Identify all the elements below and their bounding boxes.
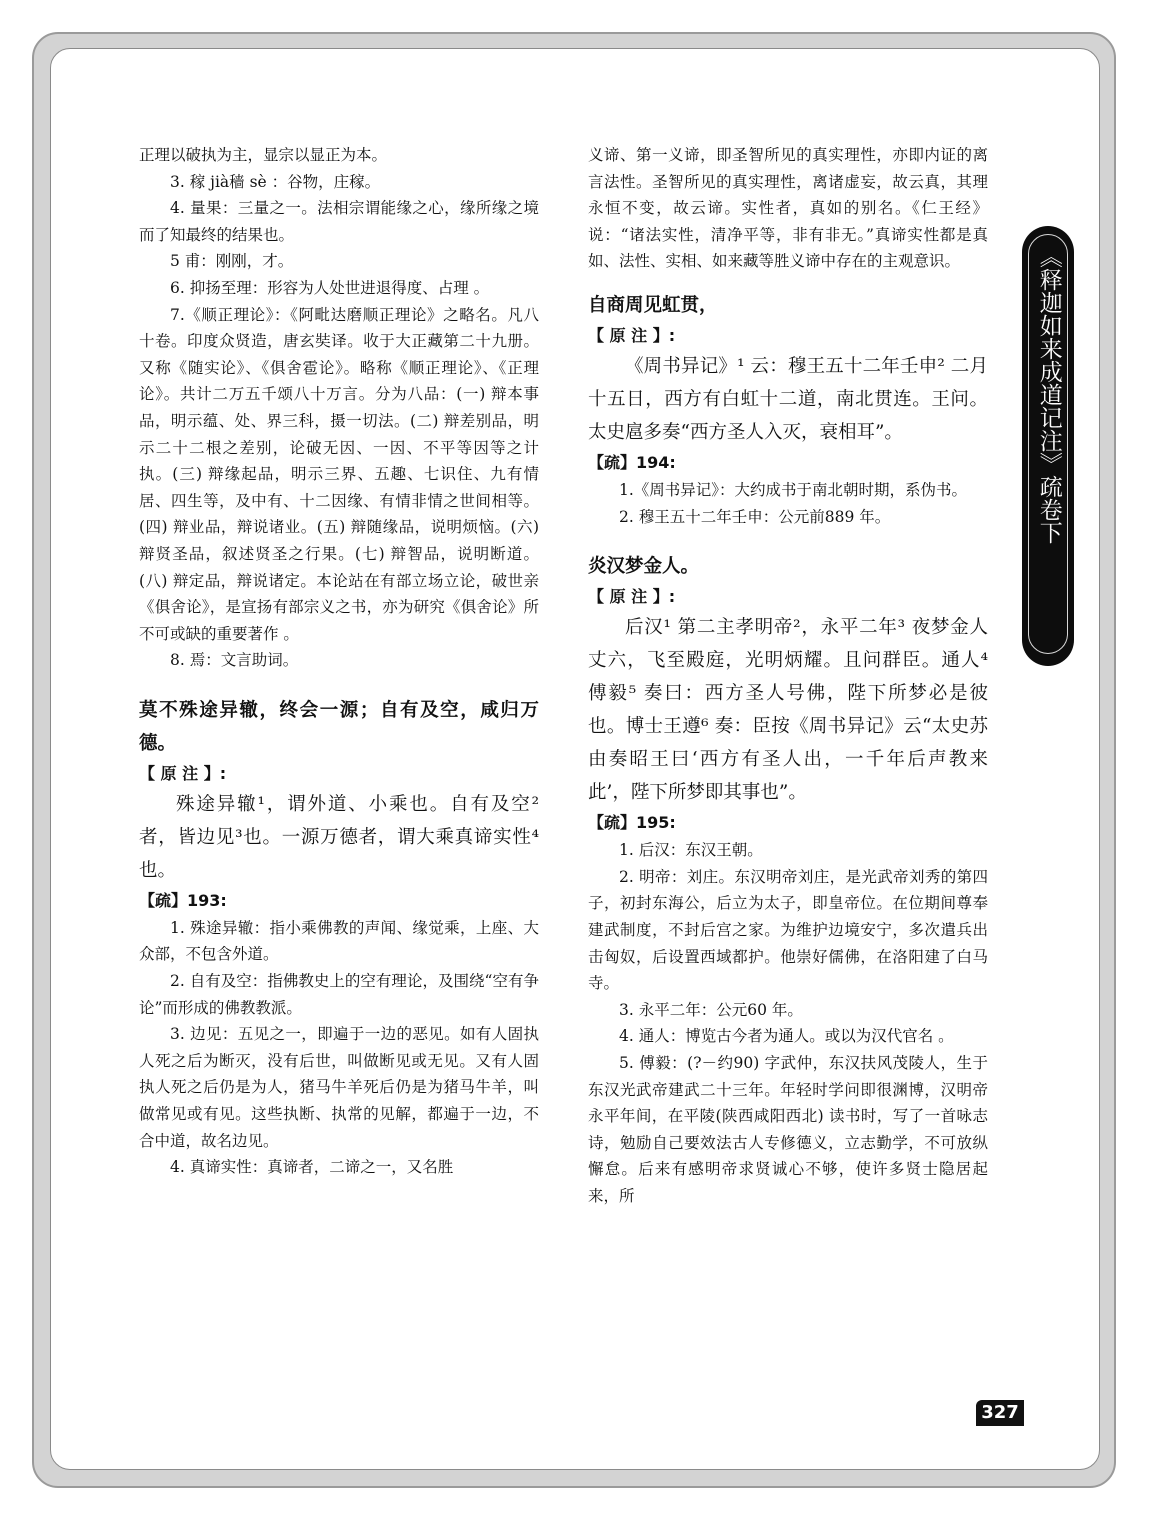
section-heading: 自商周见虹贯，	[588, 294, 718, 316]
note-item: 3. 稼 jià穑 sè ：谷物，庄稼。	[170, 172, 381, 191]
commentary-item: 1.《周书异记》：大约成书于南北朝时期，系伪书。	[619, 480, 968, 499]
commentary-label: 【疏】194:	[588, 452, 676, 472]
original-note-text: 后汉¹ 第二主孝明帝²，永平二年³ 夜梦金人丈六，飞至殿庭，光明炳耀。且问群臣。通人⁴ 傅毅⁵ 奏曰：西方圣人号佛，陛下所梦必是彼也。博士王遵⁶ 奏：臣按《周书异记》云“太史苏由奏昭王曰‘西方有圣人出，一千年后声教来此’，陛下所梦即其事也”。	[588, 617, 988, 804]
original-note-label: 【 原 注 】:	[139, 763, 227, 783]
commentary-item: 3. 边见：五见之一，即遍于一边的恶见。如有人固执人死之后为断灭，没有后世，叫做断见或无见。又有人固执人死之后仍是为人，猪马牛羊死后仍是为猪马牛羊，叫做常见或有见。这些执断、执常的见解，都遍于一边，不合中道，故名边见。	[139, 1025, 539, 1150]
section-heading: 炎汉梦金人。	[588, 556, 700, 578]
original-note-text: 殊途异辙¹，谓外道、小乘也。自有及空²者，皆边见³也。一源万德者，谓大乘真谛实性⁴也。	[139, 793, 539, 881]
commentary-item: 2. 自有及空：指佛教史上的空有理论，及围绕“空有争论”而形成的佛教教派。	[139, 972, 539, 1017]
note-item: 4. 量果：三量之一。法相宗谓能缘之心，缘所缘之境而了知最终的结果也。	[139, 199, 539, 244]
commentary-item: 1. 殊途异辙：指小乘佛教的声闻、缘觉乘，上座、大众部，不包含外道。	[139, 918, 539, 964]
commentary-item: 2. 穆王五十二年壬申：公元前889 年。	[619, 507, 891, 526]
side-tab-text: 《释迦如来成道记注》疏卷下	[1035, 245, 1062, 544]
section-heading: 莫不殊途异辙，终会一源；自有及空，咸归万德。	[139, 699, 539, 754]
original-note-label: 【 原 注 】:	[588, 325, 676, 345]
page-number: 327	[976, 1400, 1024, 1426]
commentary-item: 4. 真谛实性：真谛者，二谛之一，又名胜	[170, 1158, 454, 1177]
commentary-item: 2. 明帝：刘庄。东汉明帝刘庄，是光武帝刘秀的第四子，初封东海公，后立为太子，即皇帝位。在位期间尊奉建武制度，不封后宫之家。为维护边境安宁，多次遣兵出击匈奴，后设置西域都护。他崇好儒佛，在洛阳建了白马寺。	[588, 867, 988, 993]
original-note-label: 【 原 注 】:	[588, 587, 676, 607]
note-item: 5 甫：刚刚，才。	[170, 252, 294, 271]
commentary-label: 【疏】193:	[139, 890, 227, 910]
paragraph: 义谛、第一义谛，即圣智所见的真实理性，亦即内证的离言法性。圣智所见的真实理性，离诸虚妄，故云真，其理永恒不变，故云谛。实性者，真如的别名。《仁王经》说：“诸法实性，清净平等，非有非无。”真谛实性都是真如、法性、实相、如来藏等胜义谛中存在的主观意识。	[588, 146, 988, 271]
right-column	[588, 142, 988, 1209]
commentary-item: 5. 傅毅：(?－约90) 字武仲，东汉扶风茂陵人，生于东汉光武帝建武二十三年。年轻时学问即很渊博，汉明帝永平年间，在平陵(陕西咸阳西北) 读书时，写了一首咏志诗，勉励自己要效法古人专修德义，立志勤学，不可放纵懈怠。后来有感明帝求贤诚心不够，使许多贤士隐居起来，所	[588, 1053, 988, 1205]
commentary-label: 【疏】195:	[588, 813, 676, 833]
commentary-item: 4. 通人：博览古今者为通人。或以为汉代官名 。	[619, 1027, 954, 1046]
note-item: 6. 抑扬至理：形容为人处世进退得度、占理 。	[170, 278, 490, 297]
commentary-item: 3. 永平二年：公元60 年。	[619, 1000, 803, 1019]
left-column	[139, 142, 539, 1181]
original-note-text: 《周书异记》¹ 云：穆王五十二年壬申² 二月十五日，西方有白虹十二道，南北贯连。王问。太史扈多奏“西方圣人入灭，衰相耳”。	[588, 355, 988, 443]
paragraph: 正理以破执为主，显宗以显正为本。	[139, 146, 388, 164]
commentary-item: 1. 后汉：东汉王朝。	[619, 841, 763, 860]
side-tab-book-title	[1022, 226, 1074, 666]
note-item: 8. 焉：文言助词。	[170, 651, 299, 670]
note-item: 7.《顺正理论》：《阿毗达磨顺正理论》之略名。凡八十卷。印度众贤造，唐玄奘译。收于大正藏第二十九册。又称《随实论》、《俱舍雹论》。略称《顺正理论》、《正理论》。共计二万五千颂八十万言。分为八品：(一) 辩本事品，明示蕴、处、界三科，摄一切法。(二) 辩差别品，明示二十二根之差别，论破无因、一因、不平等因等之计执。(三) 辩缘起品，明示三界、五趣、七识住、九有情居、四生等，及中有、十二因缘、有情非情之世间相等。(四) 辩业品，辩说诸业。(五) 辩随缘品，说明烦恼。(六) 辩贤圣品，叙述贤圣之行果。(七) 辩智品，说明断道。(八) 辩定品，辩说诸定。本论站在有部立场立论，破世亲《俱舍论》，是宣扬有部宗义之书，亦为研究《俱舍论》所不可或缺的重要著作 。	[139, 305, 539, 643]
